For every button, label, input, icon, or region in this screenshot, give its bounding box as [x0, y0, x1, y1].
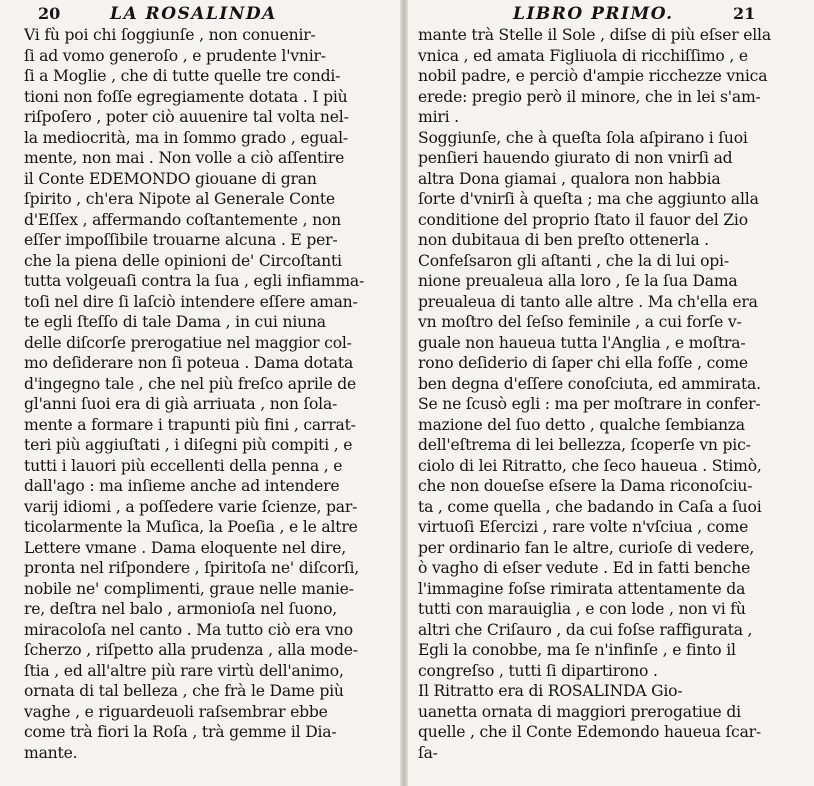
text-line: re, deſtra nel balo , armonioſa nel ſuono, — [24, 600, 338, 618]
text-line: ſi a Moglie , che di tutte quelle tre condi- — [24, 67, 341, 85]
text-line: ſcherzo , riſpetto alla prudenza , alla mode- — [24, 641, 358, 659]
text-line: eſſer impoſſibile trouarne alcuna . E per- — [24, 231, 338, 249]
text-line: che non doueſse eſsere la Dama riconoſciu- — [418, 477, 753, 495]
text-line: altri che Criſauro , da cui foſse raffigurata , — [418, 620, 753, 639]
text-line: preualeua di tanto alle altre . Ma ch'ella era — [418, 292, 758, 311]
text-line: altra Dona giamai , qualora non habbia — [418, 169, 721, 188]
text-line: virtuoſi Eſercizi , rare volte n'vſciua , come — [418, 518, 749, 536]
right-page — [408, 0, 814, 786]
text-line: ò vagho di eſser vedute . Ed in fatti benche — [418, 559, 751, 577]
text-line: l'immagine foſse rimirata attentamente da — [418, 579, 746, 598]
text-line: nione preualeua alla loro , ſe la ſua Dama — [418, 272, 738, 290]
text-line: Lettere vmane . Dama eloquente nel dire, — [24, 538, 347, 557]
text-line: mo deſiderare non ſi poteua . Dama dotata — [24, 354, 354, 372]
text-line: nobil padre, e perciò d'ampie ricchezze vnica — [418, 67, 768, 85]
text-line: vnica , ed amata Figliuola di ricchiſſimo , e — [418, 46, 748, 65]
text-line: vaghe , e riguardeuoli raſsembrar ebbe — [24, 702, 328, 721]
text-line: Soggiunſe, che à queſta ſola aſpirano i ſuoi — [418, 128, 748, 147]
text-line: quelle , che il Conte Edemondo haueua ſcar- — [418, 723, 762, 741]
text-line: ſi ad vomo generoſo , e prudente l'vnir- — [24, 46, 326, 65]
right-running-head: LIBRO PRIMO. — [513, 4, 674, 24]
text-line: ſa- — [418, 743, 438, 762]
right-page-text — [418, 25, 798, 763]
text-line: ſpirito , ch'era Nipote al Generale Conte — [24, 190, 335, 208]
left-running-head: LA ROSALINDA — [110, 4, 277, 24]
text-line: tioni non foſſe egregiamente dotata . I più — [24, 87, 348, 106]
text-line: pronta nel riſpondere , ſpiritoſa ne' diſcorſi, — [24, 559, 360, 577]
text-line: mente, non mai . Non volle a ciò aſſentire — [24, 149, 345, 167]
text-line: per ordinario fan le altre, curioſe di vedere, — [418, 538, 755, 557]
right-page-number: 21 — [733, 4, 756, 23]
text-line: gl'anni ſuoi era di già arriuata , non ſola- — [24, 395, 338, 413]
text-line: ta , come quella , che badando in Caſa a ſuoi — [418, 497, 762, 516]
text-line: ornata di tal belleza , che frà le Dame più — [24, 682, 344, 700]
text-line: vn moſtro del ſeſso feminile , a cui forſe v- — [418, 313, 742, 331]
text-line: nobile ne' complimenti, graue nelle manie- — [24, 579, 354, 598]
text-line: varij idiomi , a poſſedere varie ſcienze, par- — [24, 497, 358, 516]
text-line: miri . — [418, 108, 459, 126]
text-line: Confeſsaron gli aſtanti , che la di lui opi- — [418, 251, 729, 270]
text-line: ciolo di lei Ritratto, che ſeco haueua . Stimò, — [418, 456, 762, 475]
text-line: toſi nel dire ſi laſciò intendere eſſere aman- — [24, 292, 358, 311]
text-line: tutti i lauori più eccellenti della penna , e — [24, 456, 343, 475]
text-line: ſtia , ed all'altre più rare virtù dell'animo, — [24, 661, 344, 680]
text-line: guale non haueua tutta l'Anglia , e moſtra- — [418, 333, 746, 352]
text-line: conditione del proprio ſtato il fauor del Zio — [418, 210, 748, 229]
text-line: non dubitaua di ben preſto ottenerla . — [418, 231, 709, 249]
text-line: dell'eſtrema di lei bellezza, ſcoperſe vn pic- — [418, 436, 751, 454]
text-line: mante. — [24, 743, 78, 762]
text-line: come trà fiori la Roſa , trà gemme il Dia- — [24, 723, 337, 741]
text-line: rono deſiderio di ſaper chi ella foſſe , come — [418, 354, 748, 372]
text-line: d'ingegno tale , che nel più freſco aprile de — [24, 374, 357, 393]
text-line: delle diſcorſe prerogatiue nel maggior col- — [24, 333, 352, 352]
text-line: ben degna d'eſſere conoſciuta, ed ammirata. — [418, 374, 761, 393]
text-line: mente a formare i trapunti più fini , carrat- — [24, 415, 356, 434]
text-line: ticolarmente la Muſica, la Poeſia , e le altre — [24, 518, 358, 536]
left-page — [0, 0, 400, 786]
text-line: mazione del ſuo detto , qualche ſembianza — [418, 415, 745, 434]
text-line: che la piena delle opinioni de' Circoſtanti — [24, 251, 342, 270]
text-line: penſieri hauendo giurato di non vnirſi ad — [418, 149, 733, 167]
text-line: dall'ago : ma inſieme anche ad intendere — [24, 477, 340, 495]
text-line: tutta volgeuaſi contra la ſua , egli infiamma- — [24, 272, 365, 290]
text-line: uanetta ornata di maggiori prerogatiue di — [418, 702, 741, 721]
left-page-text — [24, 25, 394, 763]
text-line: ſorte d'vnirſi à queſta ; ma che aggiunto alla — [418, 190, 759, 208]
text-line: riſpoſero , poter ciò auuenire tal volta nel- — [24, 108, 349, 126]
text-line: mante trà Stelle il Sole , diſse di più eſser ella — [418, 26, 771, 44]
text-line: erede: pregio però il minore, che in lei s'am- — [418, 87, 761, 106]
text-line: teri più aggiuſtati , i diſegni più compiti , e — [24, 436, 353, 454]
text-line: Se ne ſcusò egli : ma per moſtrare in confer- — [418, 395, 761, 413]
book-gutter — [400, 0, 408, 786]
text-line: d'Eſſex , affermando coſtantemente , non — [24, 210, 341, 229]
text-line: Vi fù poi chi ſoggiunſe , non conuenir- — [24, 26, 316, 44]
left-page-number: 20 — [38, 4, 61, 23]
text-line: miracoloſa nel canto . Ma tutto ciò era vno — [24, 620, 353, 639]
text-line: congreſso , tutti ſi dipartirono . — [418, 661, 658, 680]
text-line: la mediocrità, ma in ſommo grado , egual- — [24, 128, 348, 147]
text-line: il Conte EDEMONDO giouane di gran — [24, 169, 317, 188]
text-line: te egli ſteſſo di tale Dama , in cui niuna — [24, 313, 326, 331]
text-line: Il Ritratto era di ROSALINDA Gio- — [418, 682, 683, 700]
text-line: tutti con marauiglia , e con lode , non vi fù — [418, 600, 746, 618]
text-line: Egli la conobbe, ma ſe n'infinſe , e finto il — [418, 641, 736, 659]
